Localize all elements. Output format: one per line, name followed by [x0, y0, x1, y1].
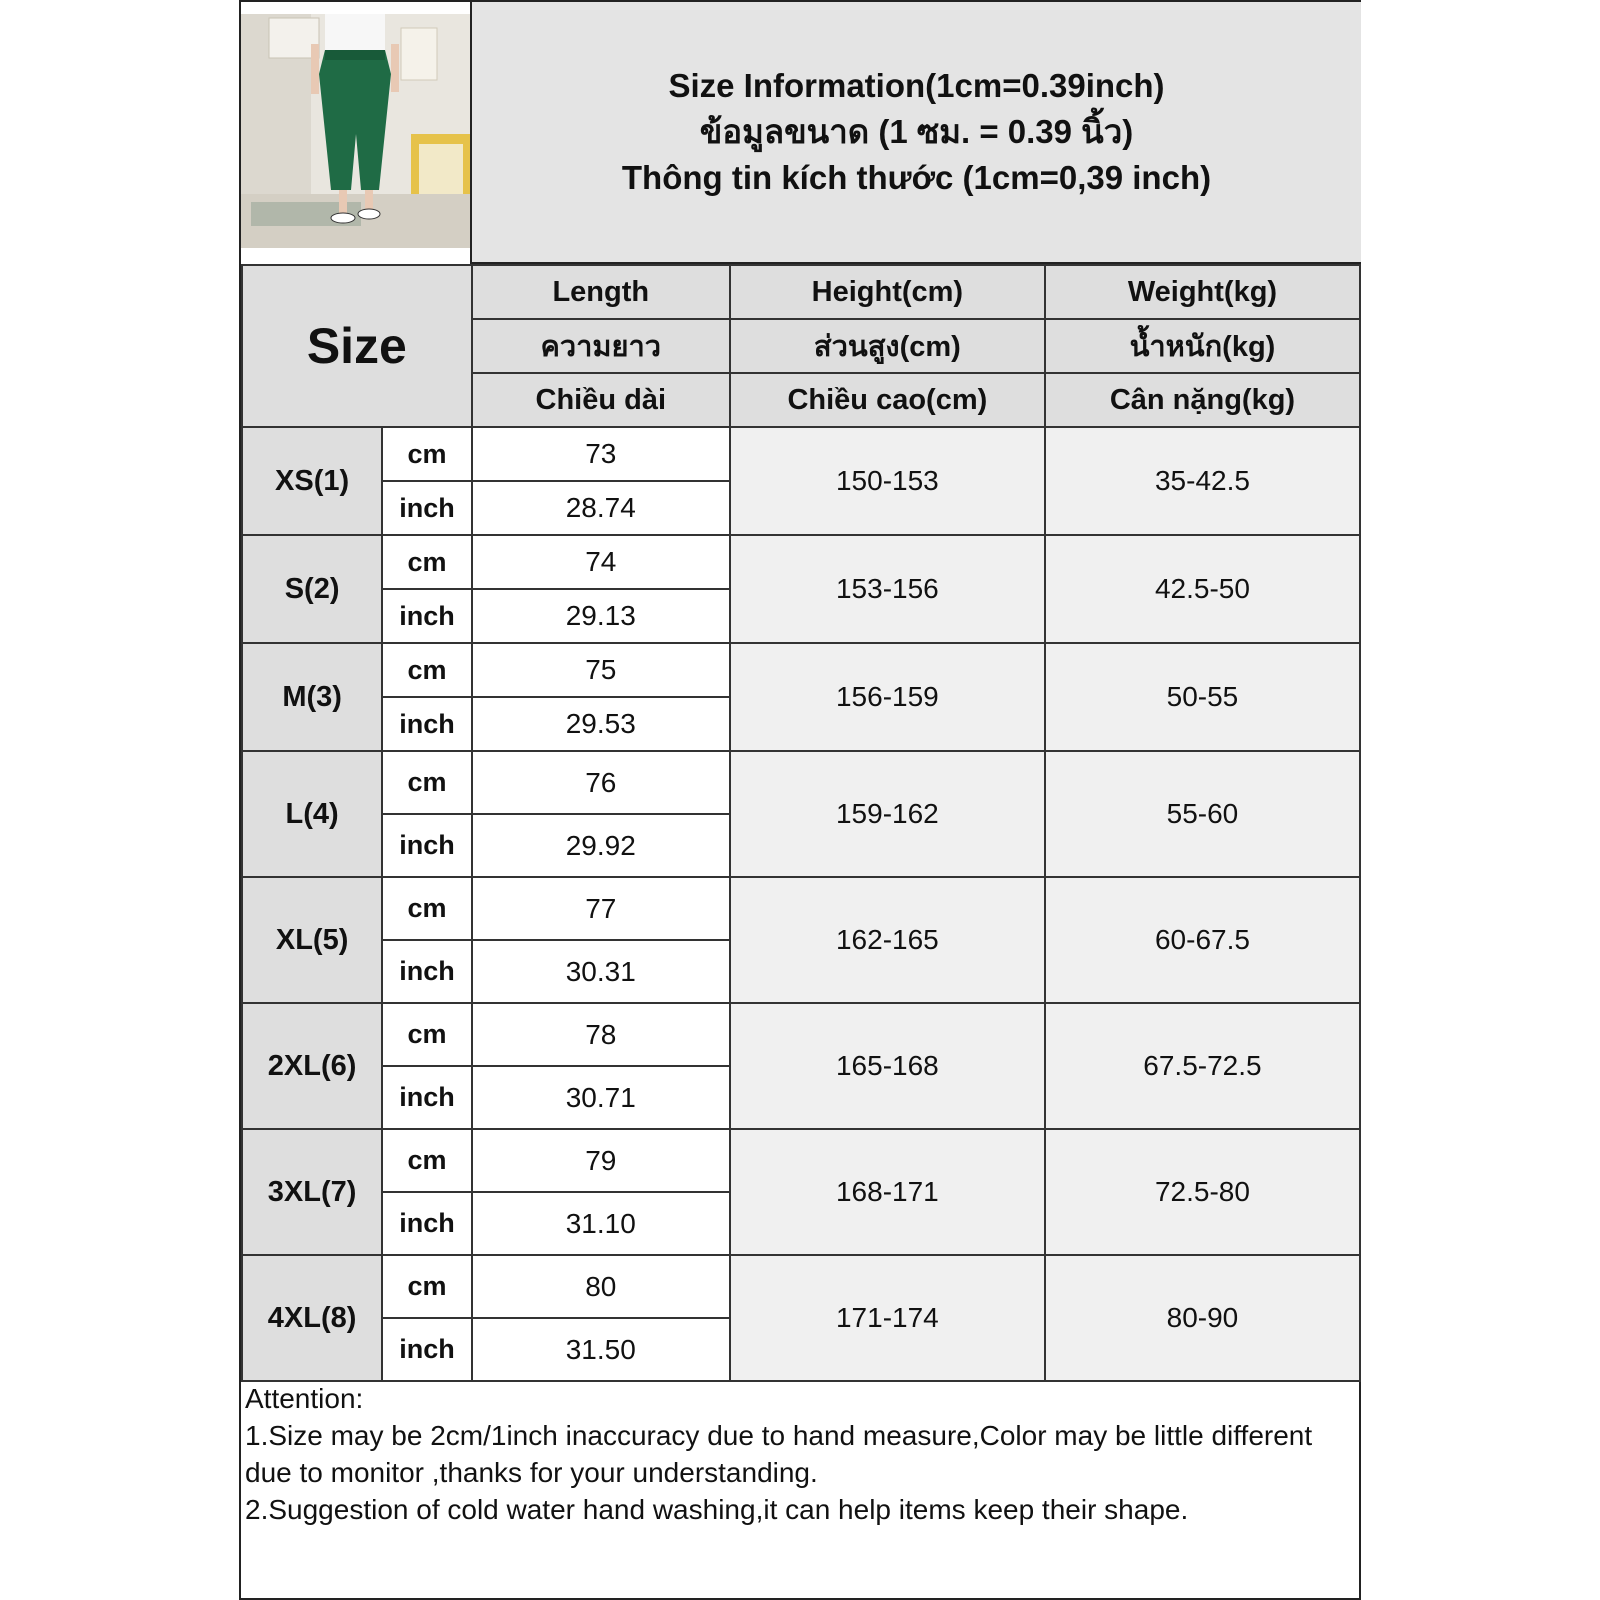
- size-name: 3XL(7): [242, 1129, 382, 1255]
- length-inch: 30.31: [472, 940, 730, 1003]
- size-table-wrapper: [241, 264, 1361, 1382]
- unit-cm: cm: [382, 751, 471, 814]
- length-header-en: Length: [472, 265, 730, 319]
- product-photo: [241, 14, 471, 248]
- size-chart-sheet: [239, 0, 1361, 1600]
- size-name: 2XL(6): [242, 1003, 382, 1129]
- length-inch: 30.71: [472, 1066, 730, 1129]
- unit-cm: cm: [382, 1255, 471, 1318]
- size-name: S(2): [242, 535, 382, 643]
- weight-range: 67.5-72.5: [1045, 1003, 1360, 1129]
- length-cm: 80: [472, 1255, 730, 1318]
- weight-range: 80-90: [1045, 1255, 1360, 1381]
- height-range: 165-168: [730, 1003, 1045, 1129]
- length-cm: 77: [472, 877, 730, 940]
- weight-header-en: Weight(kg): [1045, 265, 1360, 319]
- height-range: 150-153: [730, 427, 1045, 535]
- attention-notes: [241, 1380, 1359, 1528]
- size-name: M(3): [242, 643, 382, 751]
- size-name: XL(5): [242, 877, 382, 1003]
- height-range: 168-171: [730, 1129, 1045, 1255]
- unit-inch: inch: [382, 1192, 471, 1255]
- header-title-english: Size Information(1cm=0.39inch): [668, 67, 1165, 104]
- weight-range: 50-55: [1045, 643, 1360, 751]
- weight-header-th: น้ำหนัก(kg): [1045, 319, 1360, 373]
- unit-inch: inch: [382, 940, 471, 1003]
- length-cm: 73: [472, 427, 730, 481]
- length-inch: 29.92: [472, 814, 730, 877]
- weight-range: 42.5-50: [1045, 535, 1360, 643]
- unit-inch: inch: [382, 697, 471, 751]
- size-column-header: Size: [242, 265, 472, 427]
- weight-range: 60-67.5: [1045, 877, 1360, 1003]
- length-inch: 31.50: [472, 1318, 730, 1381]
- length-inch: 29.53: [472, 697, 730, 751]
- length-cm: 78: [472, 1003, 730, 1066]
- unit-inch: inch: [382, 1318, 471, 1381]
- height-range: 159-162: [730, 751, 1045, 877]
- height-header-th: ส่วนสูง(cm): [730, 319, 1045, 373]
- unit-inch: inch: [382, 481, 471, 535]
- size-name: L(4): [242, 751, 382, 877]
- product-photo-image: [241, 14, 471, 248]
- header-title-thai: ข้อมูลขนาด (1 ซม. = 0.39 นิ้ว): [699, 113, 1134, 150]
- height-range: 162-165: [730, 877, 1045, 1003]
- length-inch: 31.10: [472, 1192, 730, 1255]
- length-cm: 75: [472, 643, 730, 697]
- length-cm: 74: [472, 535, 730, 589]
- height-header-vi: Chiều cao(cm): [730, 373, 1045, 427]
- unit-inch: inch: [382, 814, 471, 877]
- size-name: 4XL(8): [242, 1255, 382, 1381]
- length-inch: 28.74: [472, 481, 730, 535]
- length-header-vi: Chiều dài: [472, 373, 730, 427]
- weight-range: 35-42.5: [1045, 427, 1360, 535]
- unit-inch: inch: [382, 589, 471, 643]
- attention-line-1b: due to monitor ,thanks for your understanding.: [245, 1457, 818, 1488]
- unit-cm: cm: [382, 1129, 471, 1192]
- unit-cm: cm: [382, 643, 471, 697]
- unit-cm: cm: [382, 535, 471, 589]
- size-table: [241, 264, 1361, 1382]
- attention-line-2: 2.Suggestion of cold water hand washing,it can help items keep their shape.: [245, 1494, 1189, 1525]
- weight-header-vi: Cân nặng(kg): [1045, 373, 1360, 427]
- length-header-th: ความยาว: [472, 319, 730, 373]
- unit-cm: cm: [382, 1003, 471, 1066]
- length-inch: 29.13: [472, 589, 730, 643]
- weight-range: 55-60: [1045, 751, 1360, 877]
- attention-title: Attention:: [245, 1383, 364, 1414]
- height-header-en: Height(cm): [730, 265, 1045, 319]
- unit-inch: inch: [382, 1066, 471, 1129]
- attention-line-1a: 1.Size may be 2cm/1inch inaccuracy due to hand measure,Color may be little different: [245, 1420, 1313, 1451]
- length-cm: 79: [472, 1129, 730, 1192]
- unit-cm: cm: [382, 427, 471, 481]
- size-name: XS(1): [242, 427, 382, 535]
- length-cm: 76: [472, 751, 730, 814]
- height-range: 153-156: [730, 535, 1045, 643]
- unit-cm: cm: [382, 877, 471, 940]
- height-range: 156-159: [730, 643, 1045, 751]
- header-title-vietnamese: Thông tin kích thước (1cm=0,39 inch): [621, 159, 1212, 196]
- weight-range: 72.5-80: [1045, 1129, 1360, 1255]
- height-range: 171-174: [730, 1255, 1045, 1381]
- size-information-header: [470, 2, 1361, 264]
